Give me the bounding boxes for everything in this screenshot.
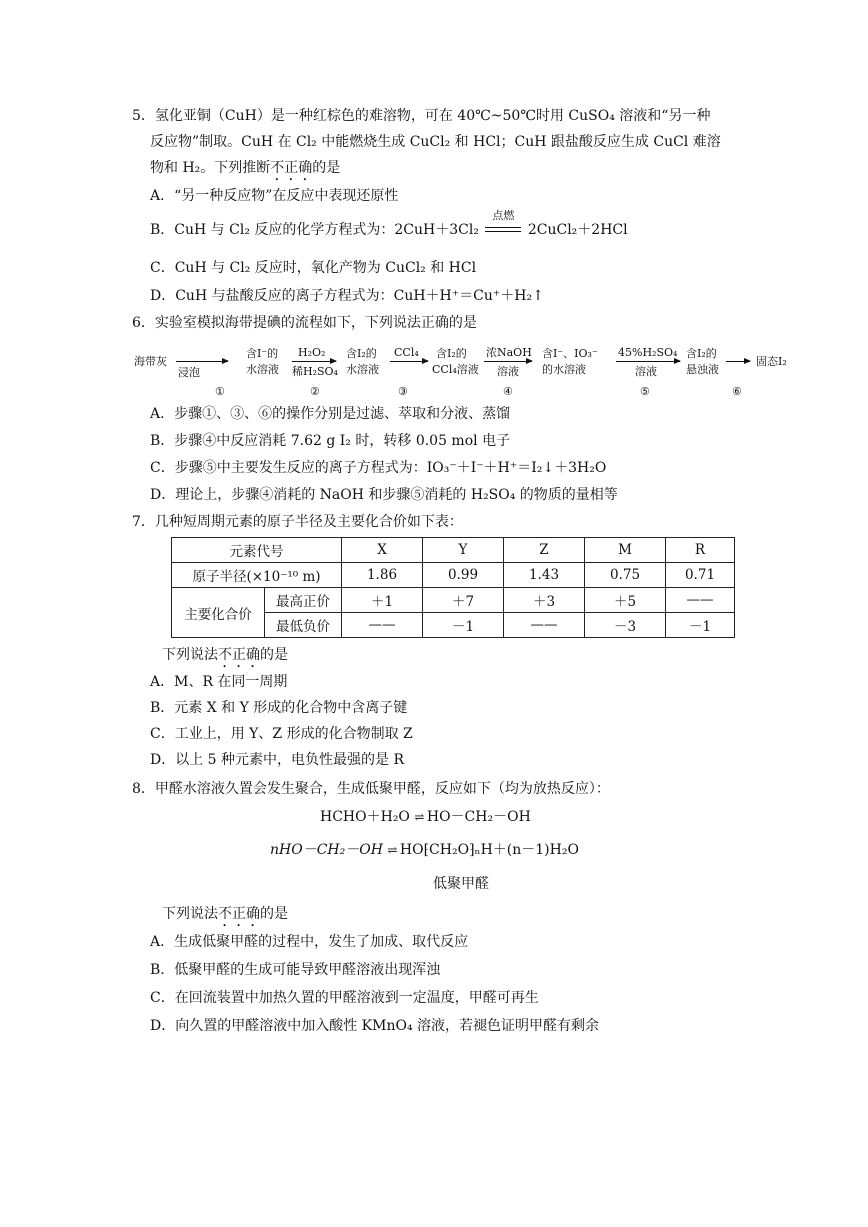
q7-question-a: 下列说法 [162, 647, 218, 663]
reversible-arrow-icon: ⇌ [414, 810, 423, 824]
flow-step-5: ⑤ [640, 385, 650, 398]
table-valence-label: 主要化合价 [172, 588, 265, 638]
q5-option-c: C．CuH 与 Cl₂ 反应时，氧化产物为 CuCl₂ 和 HCl [150, 260, 477, 276]
table-col-y: Y [423, 538, 504, 563]
table-cell: 1.43 [504, 563, 585, 588]
flow-arrow-5 [616, 361, 680, 362]
q7-question [162, 645, 288, 671]
flow-node-4b: 的水溶液 [542, 363, 586, 376]
q8-eq1-left: HCHO＋H₂O [320, 809, 410, 825]
table-min-label: 最低负价 [265, 613, 342, 638]
table-cell: ＋3 [504, 588, 585, 613]
table-cell: ＋1 [342, 588, 423, 613]
flow-node-1a: 含I⁻的 [246, 347, 279, 360]
q6-option-b: B．步骤④中反应消耗 7.62 g I₂ 时，转移 0.05 mol 电子 [150, 433, 511, 449]
q6-stem: 6．实验室模拟海带提碘的流程如下，下列说法正确的是 [132, 315, 477, 331]
flow-step-1: ① [215, 385, 225, 398]
table-cell: 1.86 [342, 563, 423, 588]
q5-option-b-right: 2CuCl₂＋2HCl [527, 222, 628, 238]
flow-arrow-1 [176, 361, 228, 362]
flow-node-3b: CCl₄溶液 [432, 363, 479, 376]
table-col-r: R [666, 538, 735, 563]
flow-arrow-4-top: 浓NaOH [486, 346, 532, 359]
q8-stem: 8．甲醛水溶液久置会发生聚合，生成低聚甲醛，反应如下（均为放热反应）： [132, 781, 610, 797]
q5-option-b [150, 209, 628, 240]
flow-arrow-6 [726, 361, 750, 362]
q8-option-b: B．低聚甲醛的生成可能导致甲醛溶液出现浑浊 [150, 962, 441, 978]
q8-polymer-label: 低聚甲醛 [433, 876, 489, 892]
table-cell: ＋5 [585, 588, 666, 613]
flow-arrow-4 [484, 361, 532, 362]
q7-stem: 7．几种短周期元素的原子半径及主要化合价如下表： [132, 514, 463, 530]
table-cell: 0.71 [666, 563, 735, 588]
flow-arrow-2-bottom: 稀H₂SO₄ [292, 365, 338, 378]
table-cell: 0.99 [423, 563, 504, 588]
flow-node-1b: 水溶液 [246, 363, 279, 376]
flow-node-kelp-ash: 海带灰 [134, 355, 167, 368]
flow-node-5a: 含I₂的 [686, 347, 717, 360]
table-cell: —— [504, 613, 585, 638]
q5-line3 [150, 158, 340, 184]
q5-not-correct: 不正确 [270, 160, 313, 176]
table-cell: 0.75 [585, 563, 666, 588]
flow-arrow-3 [390, 361, 428, 362]
table-col-m: M [585, 538, 666, 563]
table-max-label: 最高正价 [265, 588, 342, 613]
flow-step-3: ③ [398, 385, 408, 398]
flow-arrow-5-top: 45%H₂SO₄ [618, 346, 678, 359]
q8-not-correct: 不正确 [218, 906, 260, 922]
q7-option-d: D．以上 5 种元素中，电负性最强的是 R [150, 752, 405, 768]
table-cell: －1 [423, 613, 504, 638]
table-row [172, 588, 735, 613]
table-radius-label: 原子半径(×10⁻¹⁰ m) [172, 563, 342, 588]
table-col-x: X [342, 538, 423, 563]
q8-question [162, 904, 288, 930]
q7-not-correct: 不正确 [218, 647, 260, 663]
q5-line3-a: 物和 H₂。下列推断 [150, 160, 271, 176]
q6-option-d: D．理论上，步骤④消耗的 NaOH 和步骤⑤消耗的 H₂SO₄ 的物质的量相等 [150, 487, 618, 503]
q8-option-c: C．在回流装置中加热久置的甲醛溶液到一定温度，甲醛可再生 [150, 990, 539, 1006]
q8-option-d: D．向久置的甲醛溶液中加入酸性 KMnO₄ 溶液，若褪色证明甲醛有剩余 [150, 1018, 600, 1034]
q5-option-d: D．CuH 与盐酸反应的离子方程式为：CuH＋H⁺＝Cu⁺＋H₂↑ [150, 288, 544, 304]
equal-sign-icon [485, 226, 521, 234]
q7-option-c: C．工业上，用 Y、Z 形成的化合物制取 Z [150, 726, 413, 742]
q5-line3-c: 的是 [312, 160, 341, 176]
q8-equation-2 [270, 840, 579, 860]
q8-equation-1 [320, 807, 531, 827]
flow-step-2: ② [310, 385, 320, 398]
q7-question-c: 的是 [260, 647, 288, 663]
q7-option-b: B．元素 X 和 Y 形成的化合物中含离子键 [150, 700, 408, 716]
flow-node-5b: 悬浊液 [686, 363, 719, 376]
table-cell: －3 [585, 613, 666, 638]
q5-line2: 反应物”制取。CuH 在 Cl₂ 中能燃烧生成 CuCl₂ 和 HCl；CuH 跟盐酸反应生成 CuCl 难溶 [150, 134, 721, 150]
q5-option-a: A．“另一种反应物”在反应中表现还原性 [150, 188, 399, 204]
table-cell: －1 [666, 613, 735, 638]
table-header-code: 元素代号 [172, 538, 342, 563]
q8-eq2-left: nHO－CH₂－OH [270, 842, 383, 858]
q6-option-a: A．步骤①、③、⑥的操作分别是过滤、萃取和分液、蒸馏 [150, 406, 511, 422]
table-row [172, 538, 735, 563]
element-table [171, 537, 735, 638]
flow-arrow-1-label: 浸泡 [178, 366, 200, 379]
flow-arrow-3-top: CCl₄ [394, 346, 419, 359]
table-cell: ＋7 [423, 588, 504, 613]
q8-eq2-right: HO⁅CH₂O⁆ₙH＋(n－1)H₂O [399, 842, 579, 858]
flow-step-6: ⑥ [732, 385, 742, 398]
q8-eq1-right: HO－CH₂－OH [426, 809, 531, 825]
q5-line1: 5．氢化亚铜（CuH）是一种红棕色的难溶物，可在 40℃~50℃时用 CuSO₄ 溶液和“另一种 [132, 108, 711, 124]
q8-option-a: A．生成低聚甲醛的过程中，发生了加成、取代反应 [150, 934, 469, 950]
flow-step-4: ④ [503, 385, 513, 398]
flow-arrow-4-bottom: 溶液 [497, 365, 519, 378]
q5-option-b-left: B．CuH 与 Cl₂ 反应的化学方程式为：2CuH＋3Cl₂ [150, 222, 479, 238]
q8-question-c: 的是 [260, 906, 288, 922]
flow-node-2b: 水溶液 [346, 363, 379, 376]
flow-node-solid-iodine: 固态I₂ [756, 355, 787, 368]
flow-node-3a: 含I₂的 [436, 347, 467, 360]
table-cell: —— [666, 588, 735, 613]
reversible-arrow-icon: ⇌ [387, 843, 396, 857]
q8-question-a: 下列说法 [162, 906, 218, 922]
table-col-z: Z [504, 538, 585, 563]
flow-node-4a: 含I⁻、IO₃⁻ [542, 347, 598, 360]
table-row [172, 563, 735, 588]
flow-node-2a: 含I₂的 [346, 347, 377, 360]
flow-arrow-2 [292, 361, 336, 362]
flow-arrow-5-bottom: 溶液 [635, 365, 657, 378]
q6-option-c: C．步骤⑤中主要发生反应的离子方程式为：IO₃⁻＋I⁻＋H⁺＝I₂↓＋3H₂O [150, 460, 607, 476]
ignite-condition [483, 209, 523, 240]
q7-option-a: A．M、R 在同一周期 [150, 674, 288, 690]
ignite-label: 点燃 [492, 209, 515, 222]
flow-arrow-2-top: H₂O₂ [298, 346, 326, 359]
iodine-flowchart [132, 341, 792, 401]
table-cell: —— [342, 613, 423, 638]
